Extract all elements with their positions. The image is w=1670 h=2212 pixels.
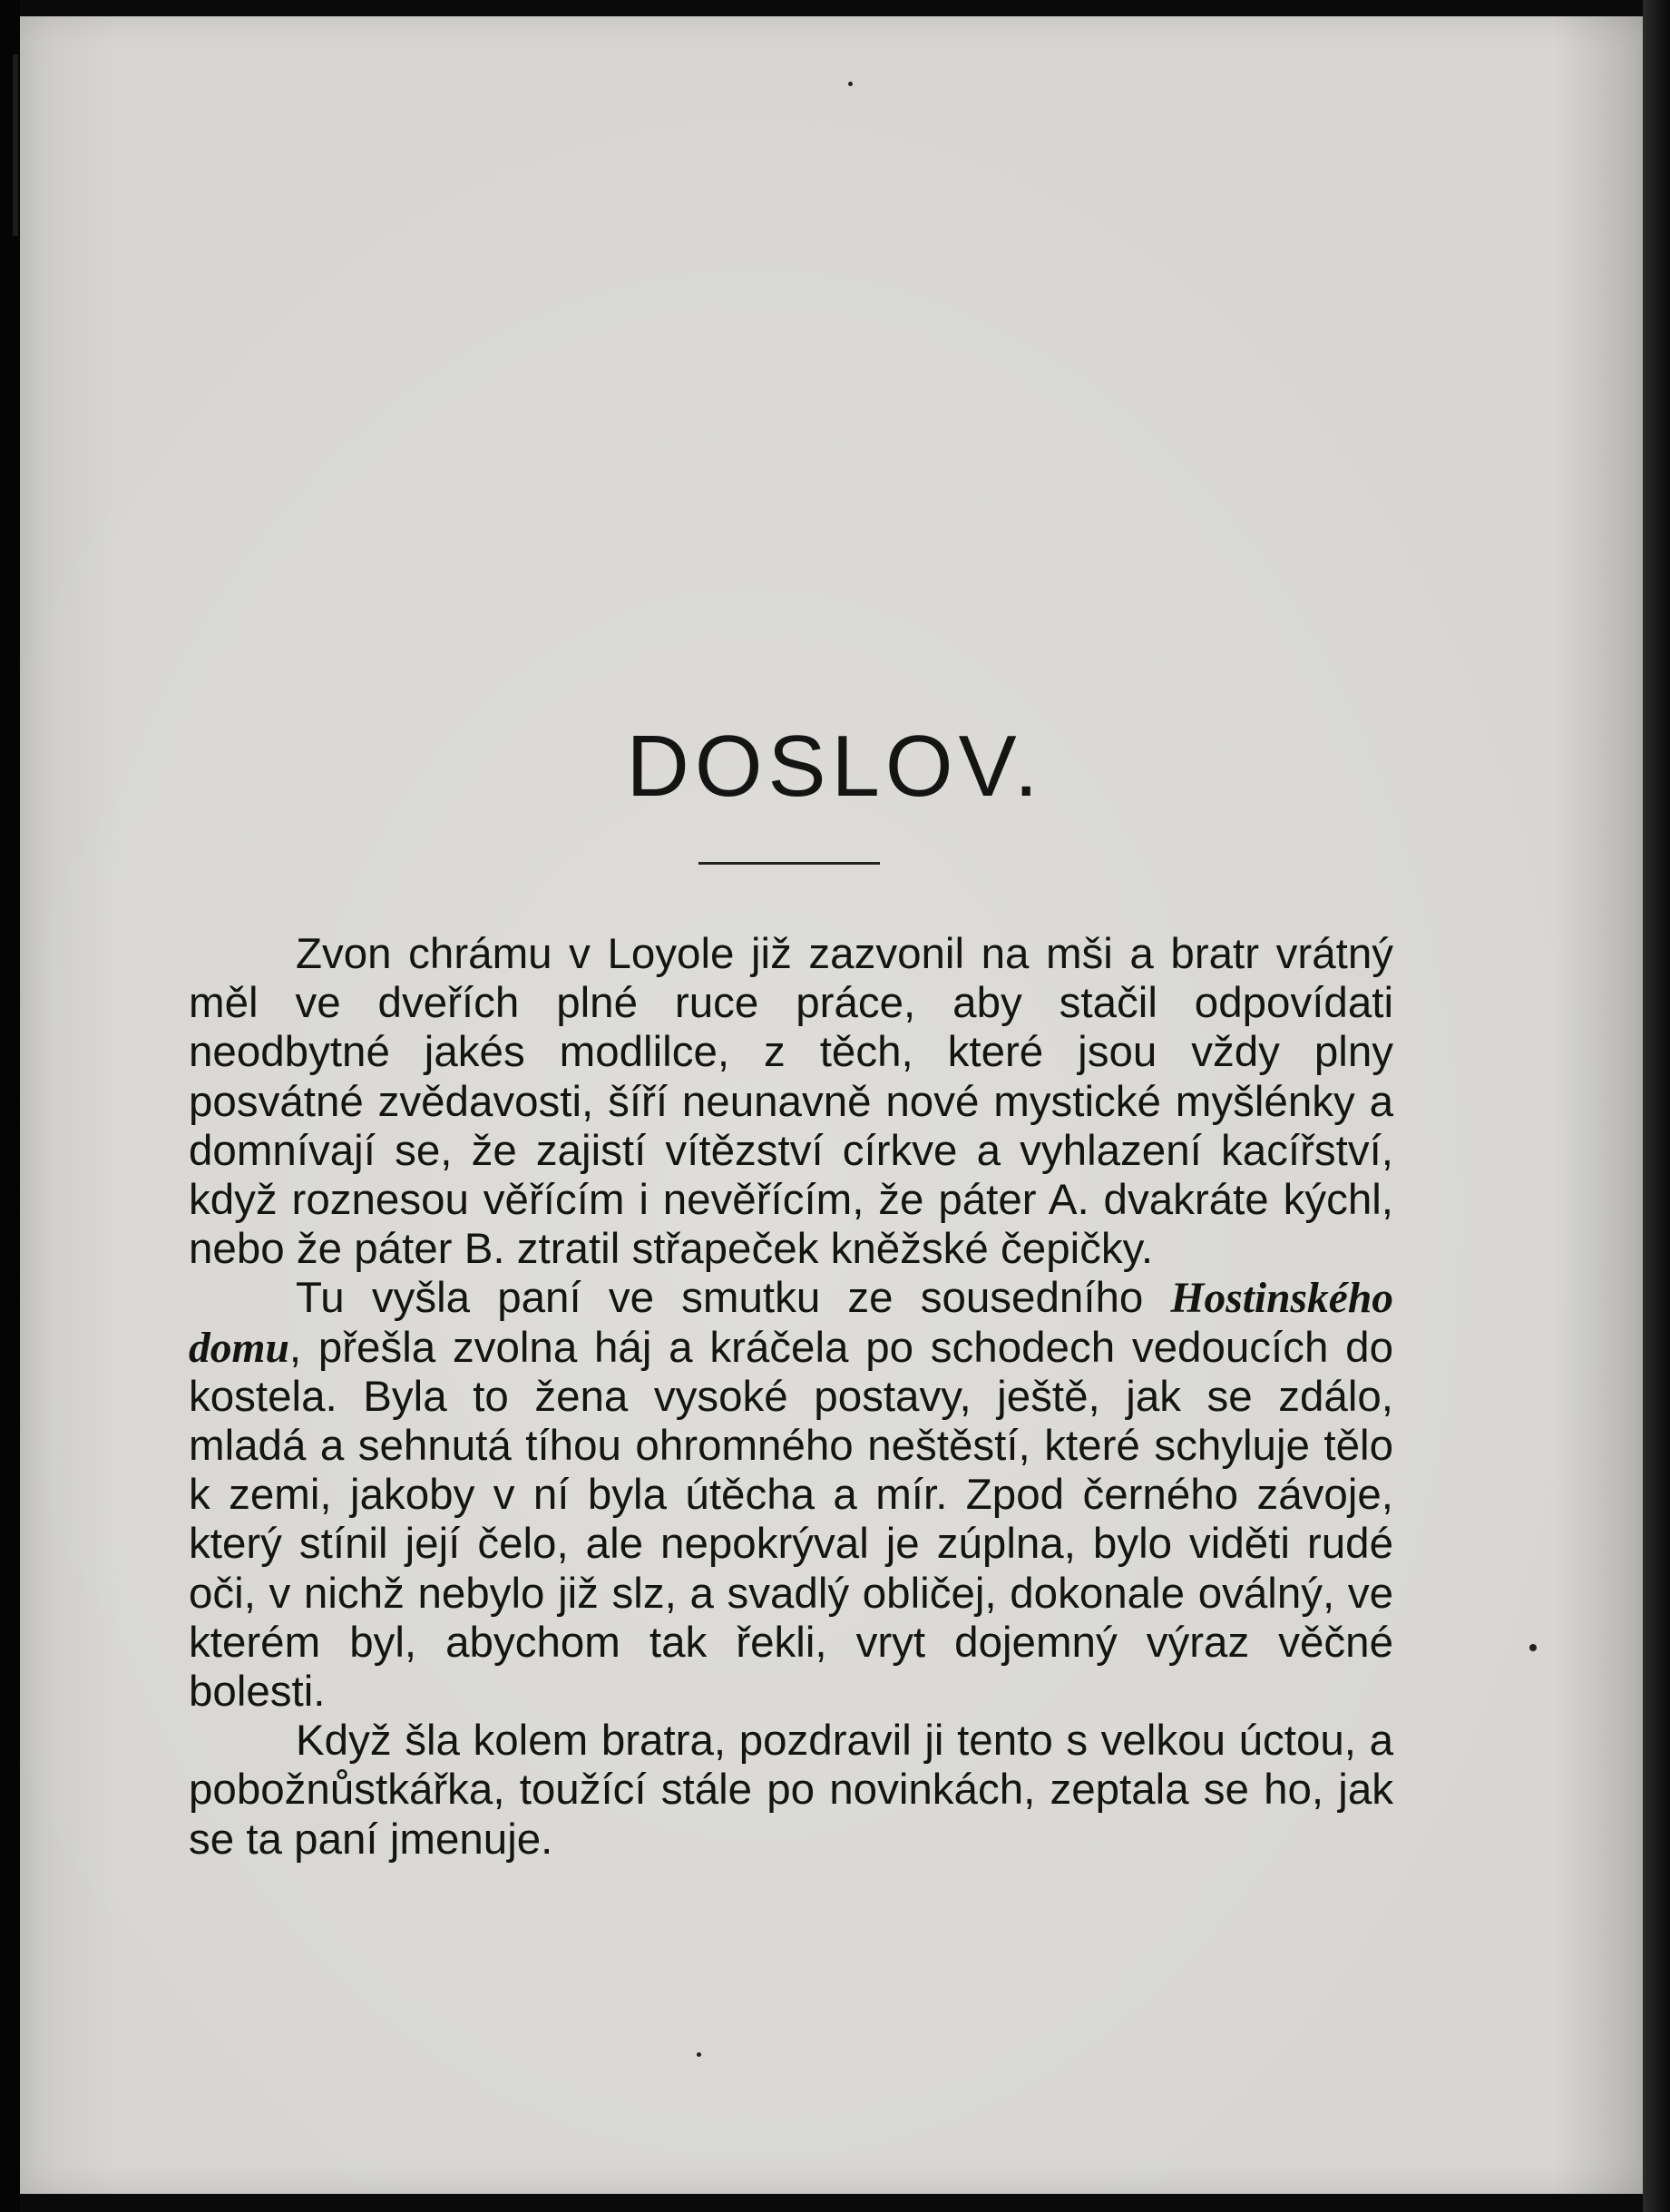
heading-rule <box>698 862 880 865</box>
book-spine-shadow <box>0 0 20 2212</box>
paragraph-text: Když šla kolem bratra, pozdravil ji tento s velkou úctou, a pobožnůstkářka, toužící stále po novinkách, zeptala se ho, jak se ta paní jmenuje. <box>189 1717 1393 1864</box>
paragraph-text: Tu vyšla paní ve smutku ze sousedního <box>296 1274 1171 1323</box>
speck <box>848 82 853 86</box>
page-edge-shadow <box>1643 0 1670 2212</box>
chapter-heading: DOSLOV. <box>626 718 1044 815</box>
paragraph <box>189 1274 1393 1717</box>
emphasized-text: Hostinského domu <box>189 1275 1393 1372</box>
paragraph-text: Zvon chrámu v Loyole již zazvonil na mši a bratr vrátný měl ve dveřích plné ruce práce, aby stačil odpovídati neodbytné jakés modlilce, z těch, které jsou vždy plny posvátné zvědavosti, šíří neunavně nové mystické myšlénky a domnívají se, že zajistí vítězství církve a vyhlazení kacířství, když roznesou věřícím i nevěřícím, že páter A. dvakráte kýchl, nebo že páter B. ztratil střapeček kněžské čepičky. <box>189 930 1393 1274</box>
paragraph-text: , přešla zvolna háj a kráčela po schodech vedoucích do kostela. Byla to žena vysoké postavy, ještě, jak se zdálo, mladá a sehnutá tíhou ohromného neštěstí, které schyluje tělo k zemi, jakoby v ní byla útěcha a mír. Zpod černého závoje, který stínil její čelo, ale nepokrýval je zúplna, bylo viděti rudé oči, v nichž nebylo již slz, a svadlý obličej, dokonale oválný, ve kterém byl, abychom tak řekli, vryt dojemný výraz věčné bolesti. <box>189 1323 1393 1717</box>
speck <box>697 2052 701 2057</box>
paragraph <box>189 1717 1393 1865</box>
body-text <box>189 930 1393 1865</box>
spine-mark <box>13 54 18 236</box>
speck <box>1529 1644 1537 1651</box>
paragraph <box>189 930 1393 1274</box>
